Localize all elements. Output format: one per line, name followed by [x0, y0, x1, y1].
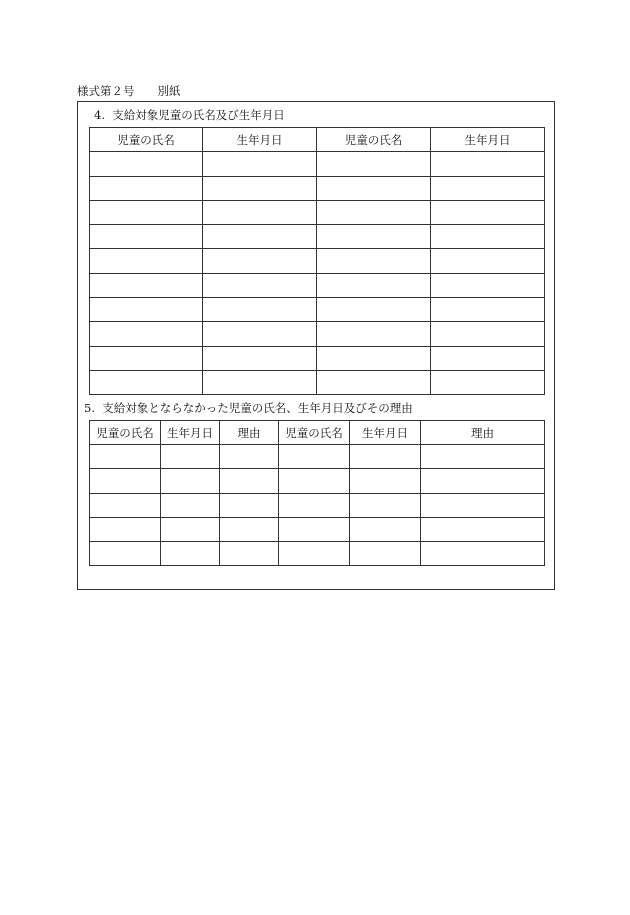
table-row [90, 225, 545, 249]
birth-date-cell[interactable] [431, 200, 545, 224]
birth-date-cell[interactable] [431, 370, 545, 394]
birth-date-cell[interactable] [203, 298, 317, 322]
child-name-cell[interactable] [90, 493, 161, 517]
birth-date-cell[interactable] [431, 225, 545, 249]
birth-date-cell[interactable] [203, 249, 317, 273]
child-name-cell[interactable] [279, 541, 350, 565]
birth-date-cell[interactable] [161, 445, 220, 469]
birth-date-cell[interactable] [350, 469, 421, 493]
child-name-cell[interactable] [317, 322, 431, 346]
table-header-row [90, 421, 545, 445]
child-name-cell[interactable] [279, 469, 350, 493]
column-header-child-name: 児童の氏名 [90, 421, 161, 445]
reason-cell[interactable] [421, 517, 545, 541]
reason-cell[interactable] [220, 445, 279, 469]
child-name-cell[interactable] [90, 273, 203, 297]
table-row [90, 298, 545, 322]
child-name-cell[interactable] [317, 176, 431, 200]
table-row [90, 541, 545, 565]
child-name-cell[interactable] [90, 249, 203, 273]
child-name-cell[interactable] [317, 200, 431, 224]
child-name-cell[interactable] [279, 445, 350, 469]
birth-date-cell[interactable] [203, 200, 317, 224]
child-name-cell[interactable] [279, 493, 350, 517]
birth-date-cell[interactable] [350, 541, 421, 565]
birth-date-cell[interactable] [431, 273, 545, 297]
table-row [90, 445, 545, 469]
column-header-child-name: 児童の氏名 [317, 128, 431, 152]
table-row [90, 273, 545, 297]
birth-date-cell[interactable] [203, 370, 317, 394]
child-name-cell[interactable] [317, 370, 431, 394]
reason-cell[interactable] [421, 445, 545, 469]
child-name-cell[interactable] [279, 517, 350, 541]
child-name-cell[interactable] [90, 541, 161, 565]
child-name-cell[interactable] [317, 249, 431, 273]
child-name-cell[interactable] [317, 225, 431, 249]
birth-date-cell[interactable] [203, 346, 317, 370]
column-header-birth-date: 生年月日 [161, 421, 220, 445]
section-5-title: 5. 支給対象とならなかった児童の氏名、生年月日及びその理由 [84, 401, 413, 415]
child-name-cell[interactable] [317, 298, 431, 322]
birth-date-cell[interactable] [203, 176, 317, 200]
column-header-reason: 理由 [421, 421, 545, 445]
birth-date-cell[interactable] [161, 469, 220, 493]
table-row [90, 370, 545, 394]
child-name-cell[interactable] [90, 225, 203, 249]
child-name-cell[interactable] [90, 445, 161, 469]
column-header-birth-date: 生年月日 [203, 128, 317, 152]
birth-date-cell[interactable] [350, 493, 421, 517]
birth-date-cell[interactable] [161, 541, 220, 565]
reason-cell[interactable] [421, 541, 545, 565]
birth-date-cell[interactable] [203, 152, 317, 176]
birth-date-cell[interactable] [431, 152, 545, 176]
birth-date-cell[interactable] [350, 517, 421, 541]
birth-date-cell[interactable] [161, 493, 220, 517]
eligible-children-table [89, 127, 545, 395]
child-name-cell[interactable] [90, 469, 161, 493]
table-row [90, 517, 545, 541]
column-header-child-name: 児童の氏名 [90, 128, 203, 152]
table-header-row [90, 128, 545, 152]
birth-date-cell[interactable] [161, 517, 220, 541]
reason-cell[interactable] [220, 493, 279, 517]
birth-date-cell[interactable] [431, 176, 545, 200]
birth-date-cell[interactable] [431, 322, 545, 346]
child-name-cell[interactable] [317, 273, 431, 297]
table-row [90, 249, 545, 273]
form-number-label: 様式第２号 別紙 [77, 84, 181, 98]
table-row [90, 469, 545, 493]
column-header-reason: 理由 [220, 421, 279, 445]
reason-cell[interactable] [421, 493, 545, 517]
child-name-cell[interactable] [317, 152, 431, 176]
birth-date-cell[interactable] [203, 225, 317, 249]
column-header-child-name: 児童の氏名 [279, 421, 350, 445]
child-name-cell[interactable] [90, 517, 161, 541]
child-name-cell[interactable] [90, 298, 203, 322]
child-name-cell[interactable] [90, 346, 203, 370]
column-header-birth-date: 生年月日 [350, 421, 421, 445]
reason-cell[interactable] [220, 469, 279, 493]
child-name-cell[interactable] [90, 176, 203, 200]
table-row [90, 152, 545, 176]
table-row [90, 176, 545, 200]
reason-cell[interactable] [421, 469, 545, 493]
child-name-cell[interactable] [90, 370, 203, 394]
birth-date-cell[interactable] [203, 273, 317, 297]
birth-date-cell[interactable] [203, 322, 317, 346]
birth-date-cell[interactable] [431, 249, 545, 273]
birth-date-cell[interactable] [350, 445, 421, 469]
reason-cell[interactable] [220, 517, 279, 541]
child-name-cell[interactable] [90, 322, 203, 346]
birth-date-cell[interactable] [431, 298, 545, 322]
reason-cell[interactable] [220, 541, 279, 565]
child-name-cell[interactable] [90, 200, 203, 224]
birth-date-cell[interactable] [431, 346, 545, 370]
table-row [90, 346, 545, 370]
ineligible-children-table [89, 420, 545, 566]
section-4-title: 4. 支給対象児童の氏名及び生年月日 [94, 108, 285, 122]
table-row [90, 493, 545, 517]
table-row [90, 322, 545, 346]
column-header-birth-date: 生年月日 [431, 128, 545, 152]
table-row [90, 200, 545, 224]
child-name-cell[interactable] [90, 152, 203, 176]
child-name-cell[interactable] [317, 346, 431, 370]
